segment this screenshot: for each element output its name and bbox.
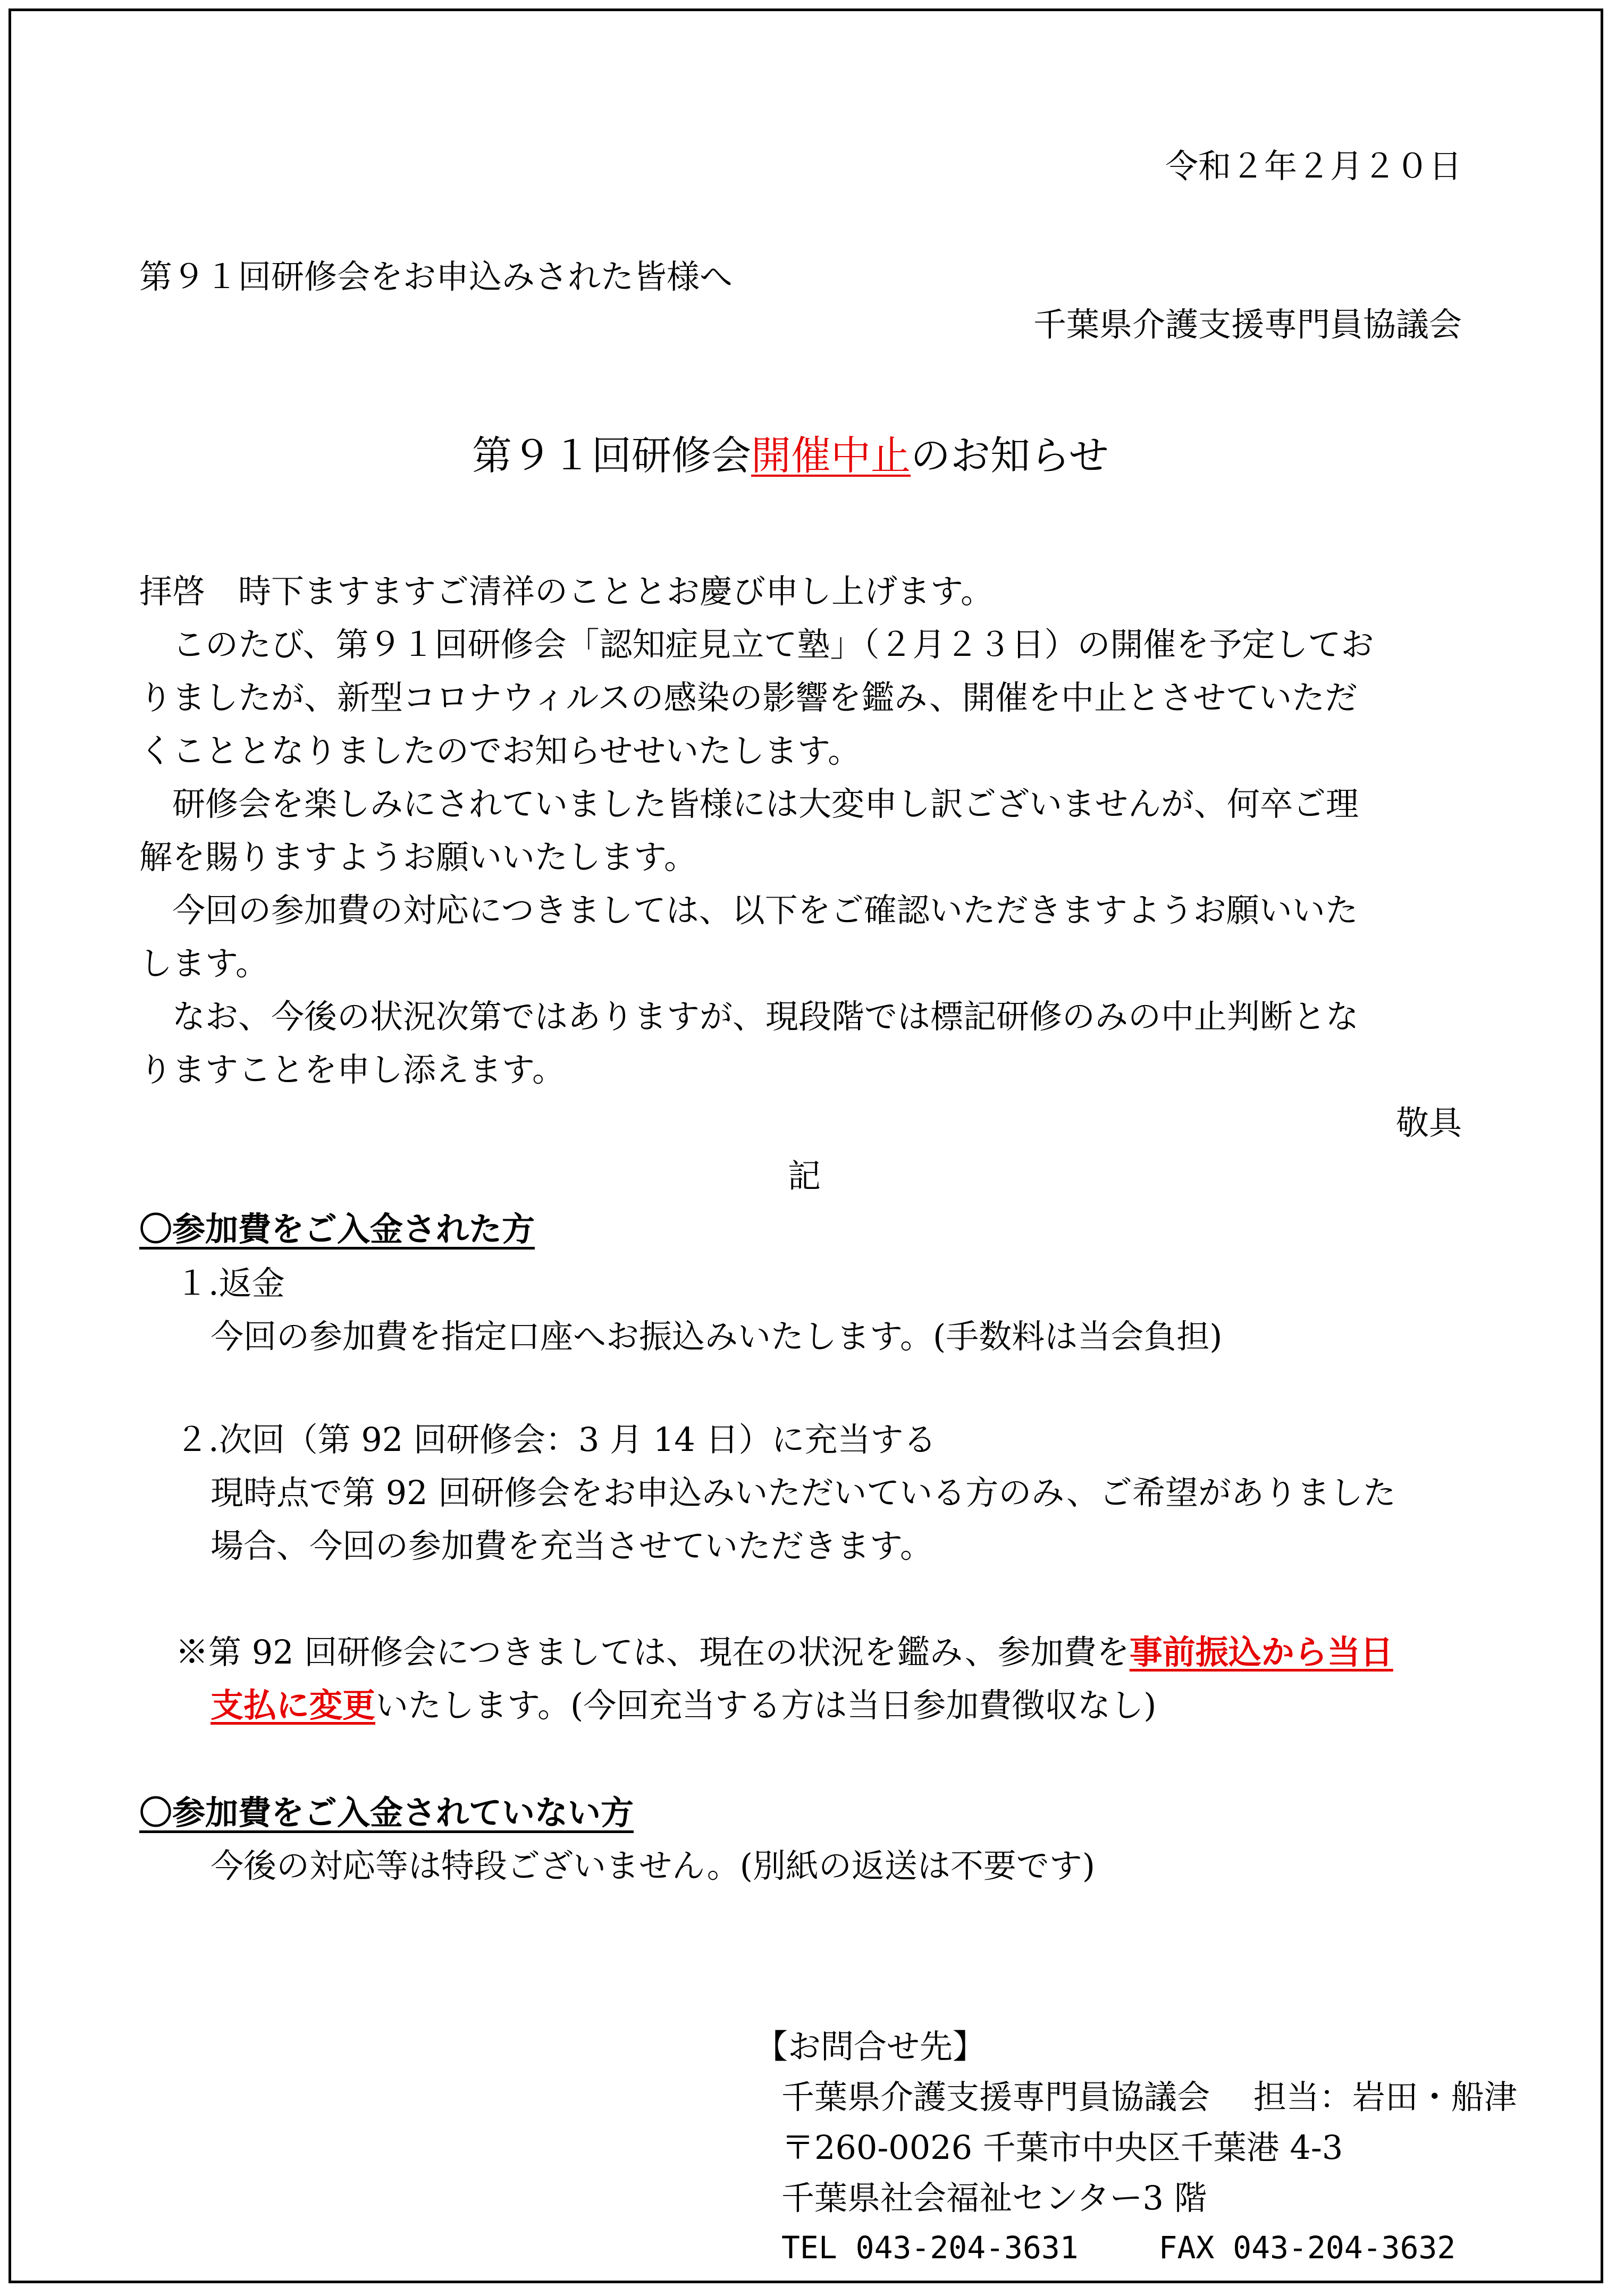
body-line: 拝啓 時下ますますご清祥のこととお慶び申し上げます。 — [139, 572, 994, 611]
payment-note-highlight: 事前振込から当日 — [1129, 1633, 1393, 1672]
body-line: このたび、第９１回研修会「認知症見立て塾」（２月２３日）の開催を予定してお — [139, 625, 1374, 664]
body-line: なお、今後の状況次第ではありますが、現段階では標記研修のみの中止判断とな — [139, 997, 1359, 1036]
document-title — [472, 432, 1109, 479]
closing-word: 敬具 — [1395, 1103, 1462, 1142]
sender-name: 千葉県介護支援専門員協議会 — [1033, 305, 1462, 344]
contact-phone-fax: TEL 043-204-3631 FAX 043-204-3632 — [781, 2230, 1456, 2266]
next-session-text: 場合、今回の参加費を充当させていただきます。 — [211, 1526, 933, 1565]
title-prefix: 第９１回研修会 — [472, 432, 752, 479]
body-line: します。 — [139, 944, 269, 983]
body-line: りましたが、新型コロナウィルスの感染の影響を鑑み、開催を中止とさせていただ — [139, 678, 1358, 717]
contact-building: 千葉県社会福祉センター3 階 — [781, 2179, 1207, 2217]
next-session-label: ２.次回（第 92 回研修会：3 月 14 日）に充当する — [175, 1420, 937, 1459]
title-highlight: 開催中止 — [751, 432, 911, 479]
contact-address: 〒260-0026 千葉市中央区千葉港 4-3 — [781, 2128, 1343, 2167]
next-session-text: 現時点で第 92 回研修会をお申込みいただいている方のみ、ご希望がありました — [211, 1473, 1396, 1512]
payment-note-prefix: ※第 92 回研修会につきましては、現在の状況を鑑み、参加費を — [175, 1633, 1130, 1672]
payment-note-suffix: いたします。(今回充当する方は当日参加費徴収なし) — [375, 1686, 1157, 1725]
title-suffix: のお知らせ — [911, 432, 1109, 479]
payment-note-continued — [211, 1686, 1157, 1725]
document-date: 令和２年２月２０日 — [1165, 147, 1462, 185]
contact-label: 【お問合せ先】 — [755, 2027, 986, 2066]
section-paid-heading: 〇参加費をご入金された方 — [139, 1210, 535, 1248]
page-border — [9, 9, 1603, 2283]
body-line: 研修会を楽しみにされていました皆様には大変申し訳ございませんが、何卒ご理 — [139, 784, 1359, 823]
contact-organization: 千葉県介護支援専門員協議会 担当：岩田・船津 — [781, 2078, 1517, 2116]
body-line: 今回の参加費の対応につきましては、以下をご確認いただきますようお願いいた — [139, 891, 1358, 930]
ki-marker: 記 — [788, 1157, 821, 1195]
refund-label: １.返金 — [175, 1264, 285, 1303]
section-unpaid-heading: 〇参加費をご入金されていない方 — [139, 1793, 634, 1832]
body-line: りますことを申し添えます。 — [139, 1050, 566, 1089]
recipient-line: 第９１回研修会をお申込みされた皆様へ — [139, 257, 733, 296]
body-line: 解を賜りますようお願いいたします。 — [139, 838, 697, 876]
body-line: くこととなりましたのでお知らせせいたします。 — [139, 731, 861, 770]
payment-note-highlight: 支払に変更 — [211, 1686, 376, 1725]
unpaid-text: 今後の対応等は特段ございません。(別紙の返送は不要です) — [211, 1846, 1096, 1885]
refund-text: 今回の参加費を指定口座へお振込みいたします。(手数料は当会負担) — [211, 1317, 1223, 1356]
payment-note — [175, 1633, 1393, 1672]
